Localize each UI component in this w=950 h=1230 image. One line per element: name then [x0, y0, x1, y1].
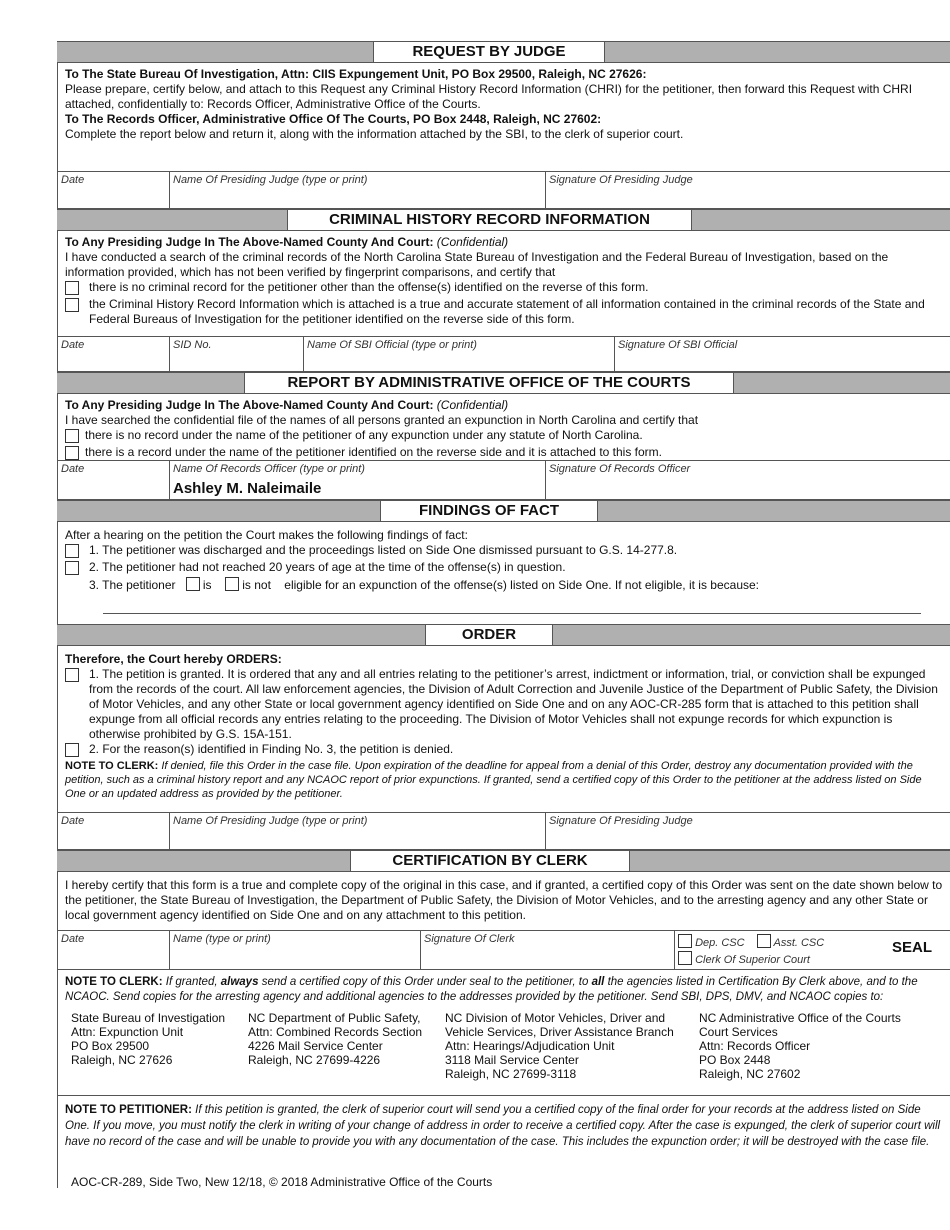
section-title-aoc: REPORT BY ADMINISTRATIVE OFFICE OF THE COURTS: [244, 373, 734, 393]
order2: 2. For the reason(s) identified in Finding No. 3, the petition is denied.: [89, 742, 454, 756]
petitioner-note-head: NOTE TO PETITIONER:: [65, 1104, 192, 1116]
cert-note-text2: send a certified copy of this Order under seal to the petitioner, to: [261, 976, 589, 988]
dep-csc-checkbox[interactable]: [678, 934, 692, 948]
records-officer-name-label: Name Of Records Officer (type or print): [173, 463, 365, 475]
judge-name-label: Name Of Presiding Judge (type or print): [173, 815, 368, 827]
section-title-cert: CERTIFICATION BY CLERK: [350, 851, 630, 871]
date-label: Date: [61, 463, 85, 475]
dep-csc-label: Dep. CSC: [695, 937, 745, 949]
records-officer-signature-label: Signature Of Records Officer: [549, 463, 691, 475]
finding1: 1. The petitioner was discharged and the proceedings listed on Side One dismissed pursuant to G.S. 14-277.8.: [89, 543, 678, 557]
section-band-findings: [57, 500, 950, 522]
order-judge-name-field[interactable]: [170, 813, 546, 849]
date-label: Date: [61, 174, 85, 186]
section-title-request: REQUEST BY JUDGE: [373, 42, 605, 62]
petitioner-note-text: If this petition is granted, the clerk of superior court will send you a certified copy of the final order for your records at the address listed on Side One. If you move, you must notify the clerk in writing of your change of address in order to receive a certified copy. After the case is expunged, the clerk of superior court will have no record of the case and will be unable to provide you with any documentation of the case. This includes the expunction order; it will be destroyed with the case file.: [65, 1104, 941, 1148]
order-signature-row: [57, 812, 950, 850]
finding3-is: is: [202, 578, 212, 592]
records-officer-name-value: Ashley M. Naleimaile: [173, 480, 322, 497]
judge-signature-label: Signature Of Presiding Judge: [549, 174, 693, 186]
request-para1-head: To The State Bureau Of Investigation, Attn: CIIS Expungement Unit, PO Box 29500, Raleigh, NC 27626:: [65, 67, 647, 81]
chri-head: To Any Presiding Judge In The Above-Named County And Court:: [65, 235, 434, 249]
judge-signature-field[interactable]: [546, 172, 950, 208]
address-dps: NC Department of Public Safety, Attn: Combined Records Section 4226 Mail Service Center Raleigh, NC 27699-4226: [248, 1011, 423, 1067]
cert-note-text1: If granted,: [165, 976, 218, 988]
clerk-name-label: Name (type or print): [173, 933, 271, 945]
order-head: Therefore, the Court hereby ORDERS:: [65, 652, 282, 666]
clerk-title-field: [675, 931, 950, 969]
aoc-option1-checkbox[interactable]: [65, 429, 79, 443]
chri-confidential: (Confidential): [436, 235, 509, 249]
aoc-option2: there is a record under the name of the petitioner identified on the reverse side and it is attached to this form.: [85, 445, 662, 459]
chri-option2: the Criminal History Record Information which is attached is a true and accurate statement of all information contained in the criminal records of the State and Federal Bureaus of Investigation for the petitioner identified on the reverse side of this form.: [89, 297, 925, 326]
aoc-section: [57, 394, 950, 460]
findings-section: [57, 522, 950, 624]
clerk-name-field[interactable]: [170, 931, 421, 969]
clerk-sc-label: Clerk Of Superior Court: [695, 954, 810, 966]
order-note-text: If denied, file this Order in the case file. Upon expiration of the deadline for appeal from a denial of this Order, destroy any documentation provided with the petition, such as a criminal history report and any NCAOC report of prior expunctions. If granted, send a certified copy of this Order to the petitioner at the address listed on Side One or an updated address as provided by the petitioner.: [65, 760, 922, 800]
sid-label: SID No.: [173, 339, 212, 351]
records-officer-name-field[interactable]: [170, 461, 546, 499]
seal-label: SEAL: [891, 939, 932, 956]
request-para1-text: Please prepare, certify below, and attach to this Request any Criminal History Record Information (CHRI) for the petitioner, then forward this Request with CHRI attached, confidentially to: Records Officer, Administrative Office of the Courts.: [65, 82, 913, 111]
sbi-official-signature-field[interactable]: [615, 337, 950, 371]
sbi-official-name-label: Name Of SBI Official (type or print): [307, 339, 477, 351]
sid-field[interactable]: [170, 337, 304, 371]
sbi-official-signature-label: Signature Of SBI Official: [618, 339, 738, 351]
cert-date-field[interactable]: [58, 931, 170, 969]
clerk-signature-field[interactable]: [421, 931, 675, 969]
aoc-head: To Any Presiding Judge In The Above-Named County And Court:: [65, 398, 434, 412]
aoc-date-field[interactable]: [58, 461, 170, 499]
finding3-is-checkbox[interactable]: [186, 577, 200, 591]
finding1-checkbox[interactable]: [65, 544, 79, 558]
address-dmv: NC Division of Motor Vehicles, Driver and Vehicle Services, Driver Assistance Branch Attn: Hearings/Adjudication Unit 3118 Mail Service Center Raleigh, NC 27699-3118: [445, 1011, 674, 1081]
order-date-field[interactable]: [58, 813, 170, 849]
findings-intro: After a hearing on the petition the Court makes the following findings of fact:: [65, 528, 468, 542]
finding2: 2. The petitioner had not reached 20 years of age at the time of the offense(s) in question.: [89, 560, 566, 574]
form-footer: AOC-CR-289, Side Two, New 12/18, © 2018 Administrative Office of the Courts: [71, 1175, 493, 1189]
order-section: [57, 646, 950, 812]
cert-note-head: NOTE TO CLERK:: [65, 976, 163, 988]
section-title-order: ORDER: [425, 625, 553, 645]
chri-option1: there is no criminal record for the petitioner other than the offense(s) identified on the reverse of this form.: [89, 280, 649, 294]
date-field[interactable]: [58, 172, 170, 208]
sbi-official-name-field[interactable]: [304, 337, 615, 371]
cert-note-section: [57, 970, 950, 1095]
judge-name-label: Name Of Presiding Judge (type or print): [173, 174, 368, 186]
asst-csc-label: Asst. CSC: [773, 937, 825, 949]
chri-section: [57, 231, 950, 336]
aoc-option2-checkbox[interactable]: [65, 446, 79, 460]
date-label: Date: [61, 933, 85, 945]
finding3-text-b: eligible for an expunction of the offense(s) listed on Side One. If not eligible, it is because:: [284, 578, 759, 592]
aoc-signature-row: [57, 460, 950, 500]
section-band-request: [57, 41, 950, 63]
clerk-sc-checkbox[interactable]: [678, 951, 692, 965]
records-officer-signature-field[interactable]: [546, 461, 950, 499]
finding3-isnot: is not: [242, 578, 271, 592]
form: [57, 41, 950, 1154]
cert-section: [57, 872, 950, 930]
left-border: [57, 1050, 58, 1188]
aoc-confidential: (Confidential): [436, 398, 509, 412]
ineligibility-reason-line[interactable]: [103, 613, 921, 614]
order-judge-signature-field[interactable]: [546, 813, 950, 849]
cert-signature-row: [57, 930, 950, 970]
address-block: [65, 1011, 944, 1081]
aoc-option1: there is no record under the name of the petitioner of any expunction under any statute of North Carolina.: [85, 428, 643, 442]
finding2-checkbox[interactable]: [65, 561, 79, 575]
section-band-order: [57, 624, 950, 646]
cert-text: I hereby certify that this form is a true and complete copy of the original in this case, and if granted, a certified copy of this Order was sent on the date shown below to the petitioner, the State Bureau of Investigation, the Department of Public Safety, the Division of Motor Vehicles, and to the arresting agency and any other State or local government agency identified on Side One and on any attachment to this petition.: [65, 878, 943, 922]
asst-csc-checkbox[interactable]: [757, 934, 771, 948]
address-aoc: NC Administrative Office of the Courts Court Services Attn: Records Officer PO Box 2448 Raleigh, NC 27602: [699, 1011, 901, 1081]
chri-signature-row: [57, 336, 950, 372]
aoc-text: I have searched the confidential file of the names of all persons granted an expunction in North Carolina and certify that: [65, 413, 699, 427]
judge-signature-label: Signature Of Presiding Judge: [549, 815, 693, 827]
finding3-text-a: 3. The petitioner: [89, 578, 176, 592]
judge-name-field[interactable]: [170, 172, 546, 208]
chri-option2-checkbox[interactable]: [65, 298, 79, 312]
chri-date-field[interactable]: [58, 337, 170, 371]
order1: 1. The petition is granted. It is ordered that any and all entries relating to the petitioner’s arrest, indictment or information, trial, or conviction shall be expunged from the records of the court. All law enforcement agencies, the Division of Adult Correction and Juvenile Justice of the Department of Public Safety, the Division of Motor Vehicles, and any other State or local government agency identified on Side One and on any AOC-CR-285 form that is attached to this petition shall expunge from all official records any entries relating to the proceeding. The Division of Motor Vehicles shall not expunge records for which expunction is otherwise prohibited by G.S. 15A-151.: [89, 667, 938, 741]
date-label: Date: [61, 339, 85, 351]
address-sbi: State Bureau of Investigation Attn: Expunction Unit PO Box 29500 Raleigh, NC 27626: [71, 1011, 226, 1067]
chri-option1-checkbox[interactable]: [65, 281, 79, 295]
order-note-head: NOTE TO CLERK:: [65, 760, 159, 772]
order1-checkbox[interactable]: [65, 668, 79, 682]
cert-note-text3: the agencies listed in Certification By Clerk above, and to the NCAOC. Send copies for the arresting agency and additional agencies to the addresses provided by the petitioner. Send SBI, DPS, DMV, and NCAOC copies to:: [65, 976, 918, 1003]
clerk-signature-label: Signature Of Clerk: [424, 933, 515, 945]
request-para2-text: Complete the report below and return it, along with the information attached by the SBI, to the clerk of superior court.: [65, 127, 684, 141]
petitioner-note-section: [57, 1096, 950, 1154]
section-title-findings: FINDINGS OF FACT: [380, 501, 598, 521]
cert-note-always: always: [220, 976, 259, 988]
request-para2-head: To The Records Officer, Administrative Office Of The Courts, PO Box 2448, Raleigh, NC 27602:: [65, 112, 602, 126]
section-band-chri: [57, 209, 950, 231]
request-signature-row: [57, 171, 950, 209]
chri-text: I have conducted a search of the criminal records of the North Carolina State Bureau of Investigation and the Federal Bureau of Investigation, based on the information provided, which has not been verified by fingerprint comparisons, and certify that: [65, 250, 889, 279]
date-label: Date: [61, 815, 85, 827]
request-section: [57, 63, 950, 171]
finding3-isnot-checkbox[interactable]: [225, 577, 239, 591]
section-title-chri: CRIMINAL HISTORY RECORD INFORMATION: [287, 210, 692, 230]
cert-note-all: all: [591, 976, 605, 988]
order2-checkbox[interactable]: [65, 743, 79, 757]
section-band-cert: [57, 850, 950, 872]
section-band-aoc: [57, 372, 950, 394]
